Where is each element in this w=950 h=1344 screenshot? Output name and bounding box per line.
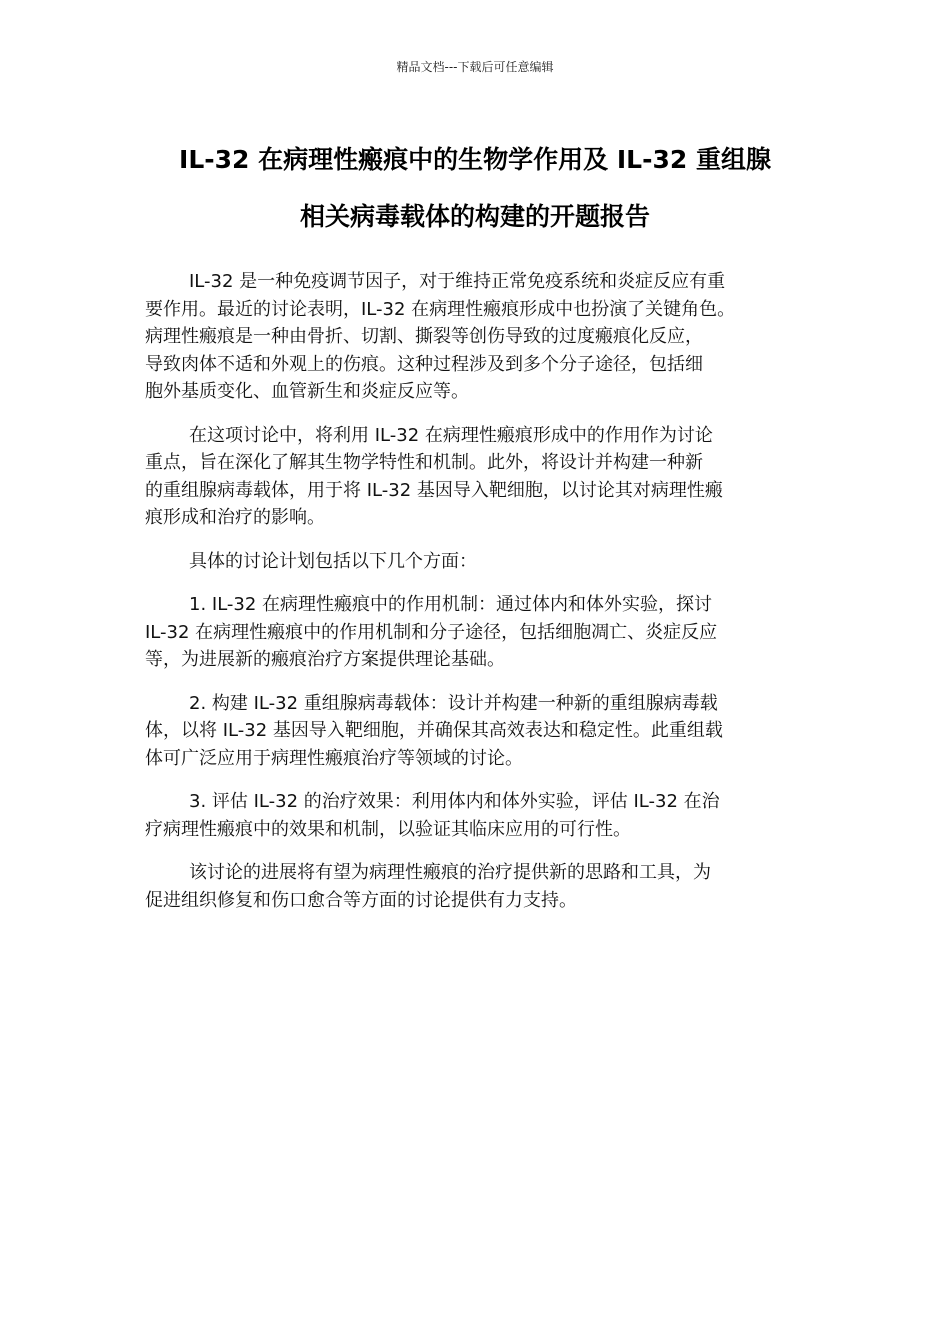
paragraph-line: 等，为进展新的瘢痕治疗方案提供理论基础。 bbox=[145, 649, 505, 670]
paragraph-5 bbox=[145, 690, 825, 773]
paragraph-line: 该讨论的进展将有望为病理性瘢痕的治疗提供新的思路和工具，为 bbox=[189, 862, 711, 883]
paragraph-line: 3. 评估 IL-32 的治疗效果：利用体内和体外实验，评估 IL-32 在治 bbox=[189, 791, 720, 812]
paragraph-line: 要作用。最近的讨论表明，IL-32 在病理性瘢痕形成中也扮演了关键角色。 bbox=[145, 298, 736, 320]
paragraph-line: IL-32 是一种免疫调节因子，对于维持正常免疫系统和炎症反应有重 bbox=[189, 271, 726, 292]
paragraph-line: 胞外基质变化、血管新生和炎症反应等。 bbox=[145, 381, 469, 402]
paragraph-line: 的重组腺病毒载体，用于将 IL-32 基因导入靶细胞，以讨论其对病理性瘢 bbox=[145, 479, 723, 501]
paragraph-line: 病理性瘢痕是一种由骨折、切割、撕裂等创伤导致的过度瘢痕化反应， bbox=[145, 326, 703, 347]
paragraph-line: 体可广泛应用于病理性瘢痕治疗等领域的讨论。 bbox=[145, 747, 523, 769]
paragraph-1 bbox=[145, 268, 825, 406]
paragraph-line: 重点，旨在深化了解其生物学特性和机制。此外，将设计并构建一种新 bbox=[145, 452, 703, 473]
paragraph-2 bbox=[145, 422, 825, 532]
paragraph-line: IL-32 在病理性瘢痕中的作用机制和分子途径，包括细胞凋亡、炎症反应 bbox=[145, 621, 718, 643]
paragraph-line: 在这项讨论中，将利用 IL-32 在病理性瘢痕形成中的作用作为讨论 bbox=[189, 424, 713, 446]
paragraph-4 bbox=[145, 591, 825, 674]
paragraph-line: 体，以将 IL-32 基因导入靶细胞，并确保其高效表达和稳定性。此重组载 bbox=[145, 720, 723, 741]
paragraph-line: 疗病理性瘢痕中的效果和机制，以验证其临床应用的可行性。 bbox=[145, 818, 631, 840]
paragraph-line: 2. 构建 IL-32 重组腺病毒载体：设计并构建一种新的重组腺病毒载 bbox=[189, 692, 718, 714]
paragraph-line: 具体的讨论计划包括以下几个方面： bbox=[189, 550, 477, 572]
paragraph-line: 痕形成和治疗的影响。 bbox=[145, 507, 325, 528]
paragraph-line: 1. IL-32 在病理性瘢痕中的作用机制：通过体内和体外实验，探讨 bbox=[189, 594, 713, 615]
title-line-1: IL-32 在病理性瘢痕中的生物学作用及 IL-32 重组腺 bbox=[179, 145, 771, 174]
paragraph-6 bbox=[145, 788, 825, 843]
paragraph-7 bbox=[145, 859, 825, 914]
paragraph-3 bbox=[145, 548, 825, 576]
body-text bbox=[145, 268, 825, 930]
paragraph-line: 促进组织修复和伤口愈合等方面的讨论提供有力支持。 bbox=[145, 889, 577, 911]
title-line-2: 相关病毒载体的构建的开题报告 bbox=[299, 202, 650, 231]
paragraph-line: 导致肉体不适和外观上的伤痕。这种过程涉及到多个分子途径，包括细 bbox=[145, 353, 703, 375]
header-note: 精品文档---下载后可任意编辑 bbox=[396, 60, 554, 74]
